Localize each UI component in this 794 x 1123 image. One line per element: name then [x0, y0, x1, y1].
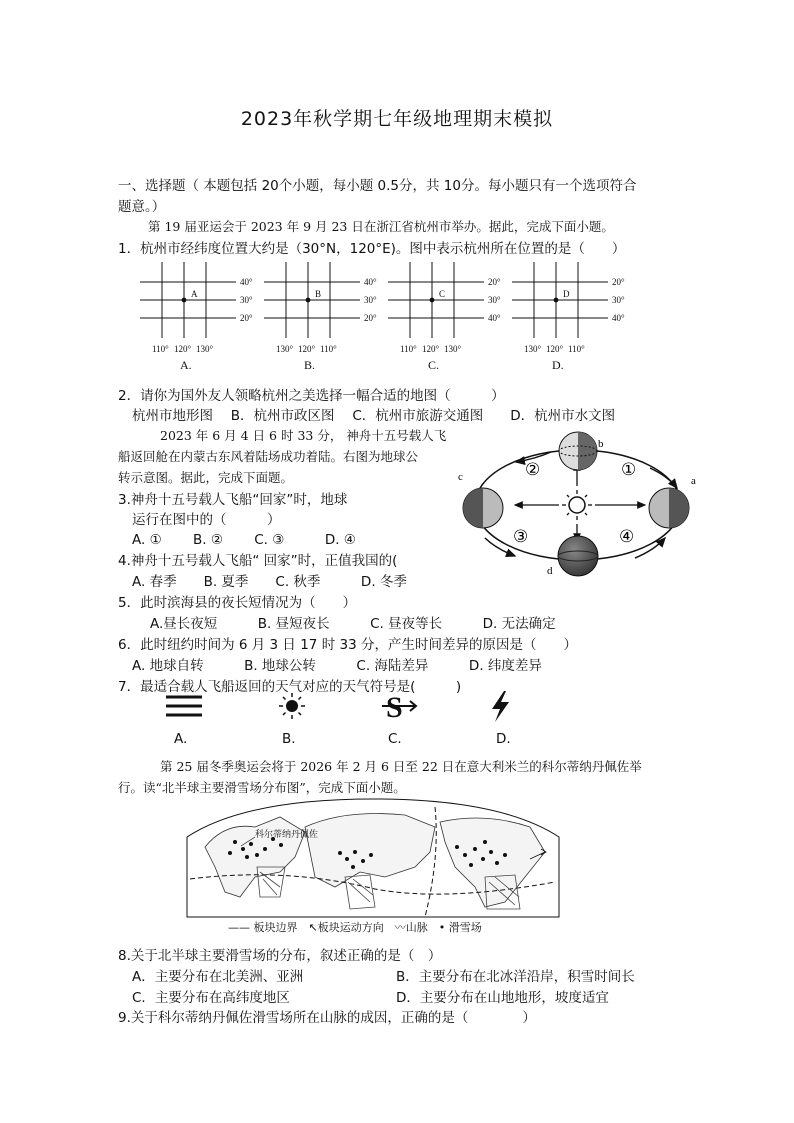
question-5-options: A.昼长夜短 B. 昼短夜长 C. 昼夜等长 D. 无法确定	[150, 616, 556, 632]
latitude-label: 30°	[240, 295, 253, 305]
question-3-options: A. ① B. ② C. ③ D. ④	[132, 532, 356, 548]
sunny-icon	[279, 693, 305, 719]
question-9: 9.关于科尔蒂纳丹佩佐滑雪场所在山脉的成因，正确的是（ ）	[118, 1010, 536, 1026]
grid-option-label: C.	[428, 358, 440, 372]
grid-point-label: B	[315, 289, 322, 299]
earth-orbit-diagram	[455, 428, 705, 580]
earth-position-label: a	[691, 475, 696, 487]
question-2-options: 杭州市地形图 B．杭州市政区图 C．杭州市旅游交通图 D．杭州市水文图	[132, 408, 616, 424]
earth-a	[649, 488, 689, 528]
section-heading-cont: 题意。）	[118, 199, 166, 215]
intro-shenzhou-1: 2023 年 6 月 4 日 6 时 33 分， 神舟十五号载人飞	[160, 428, 447, 443]
longitude-label: 120°	[298, 344, 316, 354]
latitude-label: 40°	[612, 313, 625, 323]
longitude-label: 110°	[320, 344, 337, 354]
longitude-label: 130°	[276, 344, 294, 354]
q7-option-a: A.	[174, 731, 188, 747]
map-legend: —— 板块边界 ↖板块运动方向 〰山脉 • 滑雪场	[228, 921, 482, 934]
question-2: 2．请你为国外友人领略杭州之美选择一幅合适的地图（ ）	[118, 388, 505, 404]
latitude-label: 40°	[364, 277, 377, 287]
lat-lon-grid	[388, 262, 501, 372]
question-3: 3.神舟十五号载人飞船“回家”时，地球	[118, 492, 348, 508]
fog-icon	[166, 697, 202, 715]
question-8: 8.关于北半球主要滑雪场的分布，叙述正确的是（ ）	[118, 948, 442, 964]
question-8-option-b: B．主要分布在北冰洋沿岸，积雪时间长	[396, 969, 635, 985]
question-6-options: A. 地球自转 B. 地球公转 C. 海陆差异 D. 纬度差异	[132, 658, 542, 674]
q1-grid-figures	[140, 256, 660, 374]
grid-point-label: A	[191, 289, 198, 299]
lat-lon-grid	[512, 262, 625, 372]
question-5: 5．此时滨海县的夜长短情况为（ ）	[118, 595, 357, 611]
section-heading: 一、选择题（ 本题包括 20个小题，每小题 0.5分，共 10分。每小题只有一个选项符合	[118, 178, 637, 194]
sandstorm-icon	[382, 691, 416, 724]
longitude-label: 110°	[152, 344, 169, 354]
latitude-label: 20°	[488, 277, 501, 287]
q7-option-c: C.	[388, 731, 402, 747]
intro-winter-olympics: 第 25 届冬季奥运会将于 2026 年 2 月 6 日至 22 日在意大利米兰的科尔蒂纳丹佩佐举	[160, 759, 642, 774]
orbit-position-label: ④	[619, 527, 635, 546]
longitude-label: 120°	[422, 344, 440, 354]
longitude-label: 110°	[568, 344, 585, 354]
orbit-position-label: ②	[525, 460, 541, 479]
earth-b	[559, 432, 597, 470]
q7-option-d: D.	[496, 731, 511, 747]
latitude-label: 30°	[364, 295, 377, 305]
intro-shenzhou-3: 转示意图。据此，完成下面题。	[118, 470, 294, 485]
question-8-option-d: D．主要分布在山地地形，坡度适宜	[396, 990, 609, 1006]
lat-lon-grid	[140, 262, 253, 372]
latitude-label: 20°	[240, 313, 253, 323]
longitude-label: 130°	[524, 344, 542, 354]
latitude-label: 40°	[240, 277, 253, 287]
grid-option-label: D.	[552, 358, 564, 372]
earth-d	[558, 536, 598, 576]
question-1: 1．杭州市经纬度位置大约是（30°N，120°E)。图中表示杭州所在位置的是（ ）	[118, 241, 626, 257]
longitude-label: 120°	[546, 344, 564, 354]
grid-point-label: D	[563, 289, 570, 299]
q7-option-b: B.	[282, 731, 296, 747]
earth-c	[463, 488, 503, 528]
latitude-label: 30°	[612, 295, 625, 305]
question-6: 6．此时纽约时间为 6 月 3 日 17 时 33 分，产生时间差异的原因是（ ）	[118, 637, 577, 653]
question-3-cont: 运行在图中的（ ）	[132, 512, 281, 528]
grid-point-label: C	[439, 289, 446, 299]
question-4: 4.神舟十五号载人飞船“ 回家”时，正值我国的(	[118, 553, 398, 569]
lat-lon-grid	[264, 262, 377, 372]
latitude-label: 30°	[488, 295, 501, 305]
latitude-label: 40°	[488, 313, 501, 323]
intro-shenzhou-2: 船返回舱在内蒙古东风着陆场成功着陆。右图为地球公	[118, 449, 419, 464]
question-8-option-c: C．主要分布在高纬度地区	[132, 990, 290, 1006]
earth-position-label: c	[458, 471, 463, 483]
longitude-label: 130°	[196, 344, 214, 354]
question-7: 7．最适合载人飞船返回的天气对应的天气符号是( )	[118, 679, 462, 695]
question-4-options: A. 春季 B. 夏季 C. 秋季 D. 冬季	[132, 574, 407, 590]
svg-text:科尔蒂纳丹佩佐: 科尔蒂纳丹佩佐	[255, 829, 319, 839]
longitude-label: 130°	[444, 344, 462, 354]
latitude-label: 20°	[612, 277, 625, 287]
lightning-icon	[492, 691, 509, 722]
grid-option-label: B.	[304, 358, 316, 372]
weather-symbols	[160, 688, 540, 744]
earth-position-label: d	[547, 565, 553, 577]
earth-position-label: b	[598, 438, 604, 450]
page-title: 2023年秋学期七年级地理期末模拟	[240, 108, 554, 130]
intro-winter-olympics-cont: 行。读“北半球主要滑雪场分布图”，完成下面小题。	[118, 780, 406, 795]
grid-option-label: A.	[180, 358, 192, 372]
sun-icon	[562, 490, 592, 520]
question-8-option-a: A．主要分布在北美洲、亚洲	[132, 969, 304, 985]
orbit-position-label: ③	[513, 527, 529, 546]
intro-asian-games: 第 19 届亚运会于 2023 年 9 月 23 日在浙江省杭州市举办。据此，完成下面小题。	[148, 219, 614, 234]
longitude-label: 120°	[174, 344, 192, 354]
latitude-label: 20°	[364, 313, 377, 323]
ski-resort-map	[185, 797, 561, 919]
longitude-label: 110°	[400, 344, 417, 354]
orbit-position-label: ①	[621, 460, 637, 479]
svg-text:S: S	[386, 691, 403, 724]
